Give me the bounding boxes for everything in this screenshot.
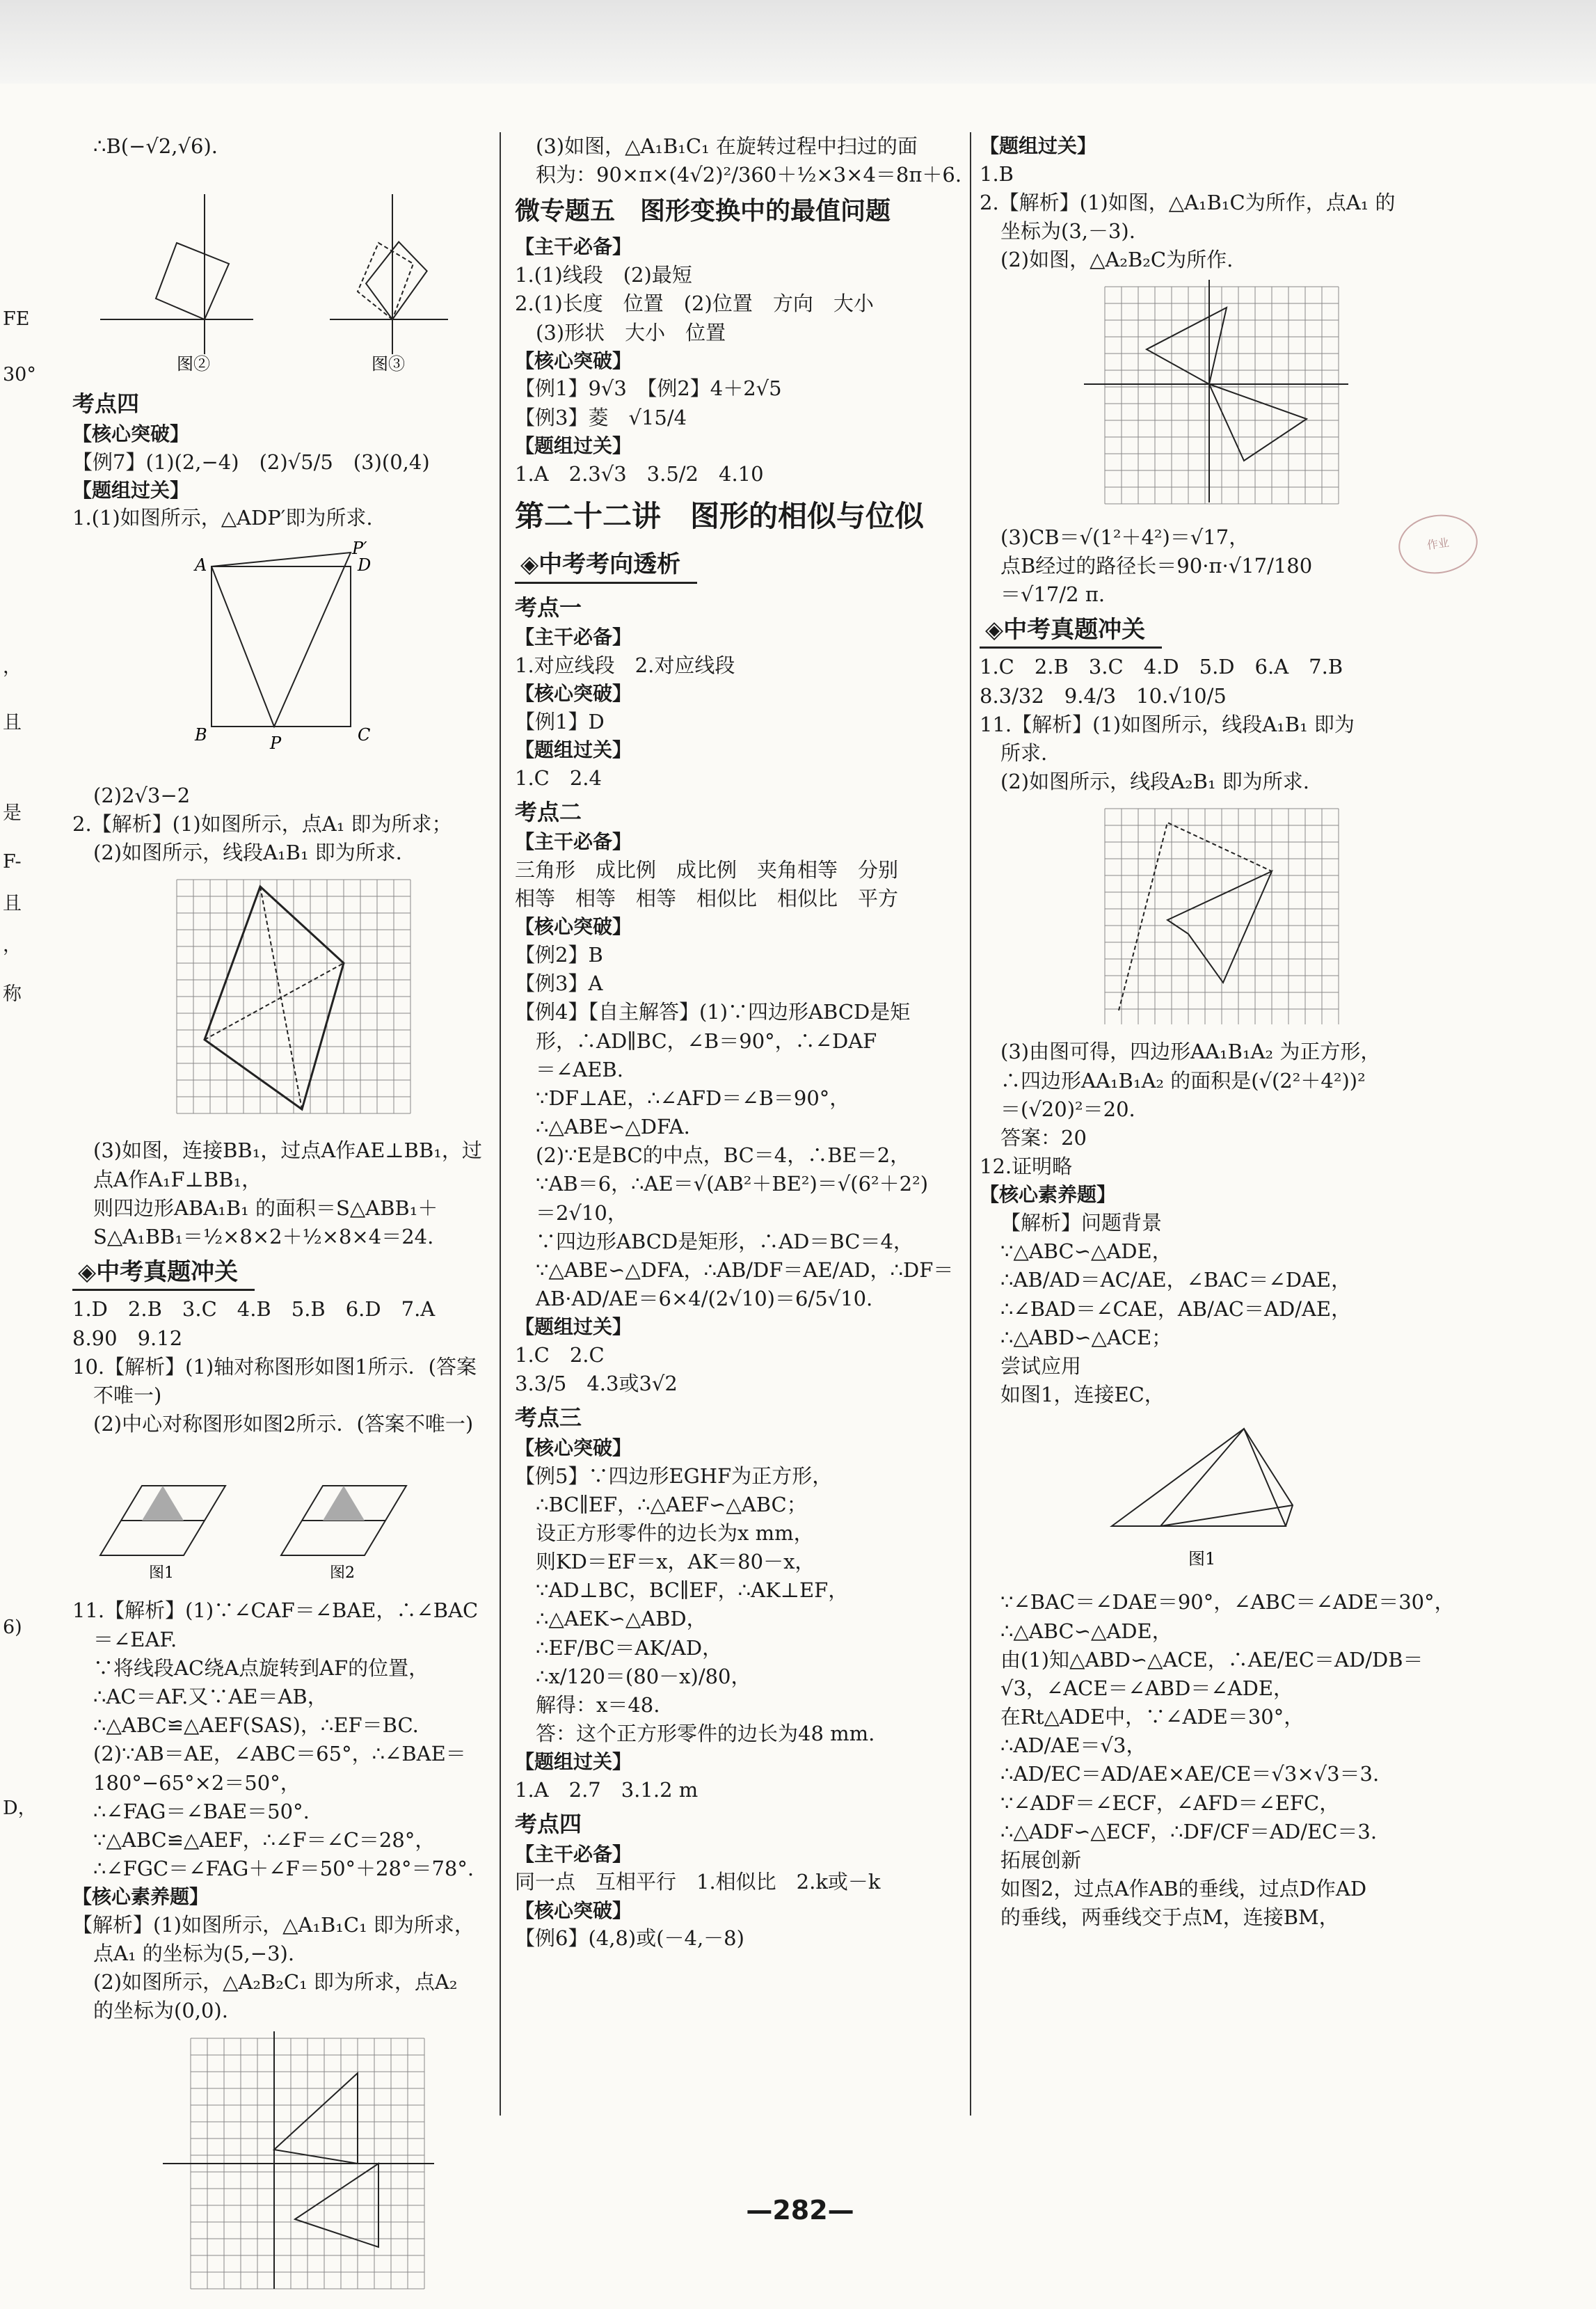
- text-line: 3.3/5 4.3或3√2: [515, 1372, 678, 1396]
- text-line: ∴△AEK∽△ABD，: [536, 1607, 707, 1631]
- text-line: 【解析】(1)如图所示，△A₁B₁C₁ 即为所求，: [72, 1912, 474, 1937]
- text-line: 8.3/32 9.4/3 10.√10/5: [980, 683, 1227, 708]
- text-line: ∵四边形ABCD是矩形，∴AD＝BC＝4，: [536, 1229, 913, 1253]
- section-heading: 【核心突破】: [515, 349, 632, 372]
- svg-text:B: B: [195, 724, 207, 745]
- text-line: ＝∠EAF.: [93, 1627, 177, 1651]
- svg-text:图2: 图2: [330, 1564, 355, 1582]
- section-heading: 【题组过关】: [980, 134, 1097, 157]
- coord-grid-figure: [72, 2031, 483, 2303]
- text-line: ∴B(−√2,√6).: [93, 134, 218, 158]
- text-line: ∴BC∥EF，∴△AEF∽△ABC；: [536, 1492, 807, 1516]
- text-line: 坐标为(3,－3).: [1000, 219, 1135, 244]
- text-line: (3)CB＝√(1²＋4²)＝√17，: [1000, 525, 1250, 549]
- text-line: 答案：20: [1000, 1125, 1087, 1150]
- svg-text:图③: 图③: [372, 354, 405, 374]
- text-line: ＝√17/2 π.: [1000, 582, 1106, 606]
- text-line: 1.A 2.7 3.1.2 m: [515, 1778, 699, 1802]
- text-line: (3)由图可得，四边形AA₁B₁A₂ 为正方形，: [1000, 1040, 1381, 1064]
- text-line: √3，∠ACE＝∠ABD＝∠ADE，: [1000, 1676, 1293, 1700]
- text-line: AB·AD/AE＝6×4/(2√10)＝6/5√10.: [536, 1287, 873, 1311]
- edge-fragment: 30°: [3, 364, 36, 386]
- column-divider: [500, 132, 501, 2116]
- text-line: 如图1，连接EC，: [1000, 1383, 1165, 1407]
- text-line: ∵AD⊥BC，BC∥EF，∴AK⊥EF，: [536, 1578, 849, 1603]
- section-heading: 第二十二讲 图形的相似与位似: [515, 498, 925, 533]
- text-line: (2)如图所示，线段A₂B₁ 即为所求.: [1000, 770, 1310, 794]
- text-line: 1.C 2.B 3.C 4.D 5.D 6.A 7.B: [980, 655, 1343, 679]
- text-line: 1.D 2.B 3.C 4.B 5.B 6.D 7.A: [72, 1297, 436, 1322]
- text-line: 180°−65°×2＝50°，: [93, 1770, 301, 1795]
- text-line: 2.【解析】(1)如图所示，点A₁ 即为所求；: [72, 811, 452, 836]
- grid-square-figure: [980, 802, 1432, 1032]
- text-line: (2)∵AB＝AE，∠ABC＝65°，∴∠BAE＝: [93, 1742, 466, 1766]
- text-line: ∴△ABC≌△AEF(SAS)，∴EF＝BC.: [93, 1713, 419, 1738]
- section-heading: 【核心素养题】: [980, 1183, 1117, 1207]
- text-line: 【例6】(4,8)或(－4,－8): [515, 1926, 744, 1951]
- text-line: (3)如图，连接BB₁，过点A作AE⊥BB₁，过: [93, 1138, 482, 1163]
- text-line: ∴∠FAG＝∠BAE＝50°.: [93, 1799, 310, 1823]
- text-line: ∵AB＝6，∴AE＝√(AB²＋BE²)＝√(6²＋2²): [536, 1172, 929, 1196]
- svg-text:图1: 图1: [149, 1564, 174, 1582]
- text-line: 则KD＝EF＝x，AK＝80－x，: [536, 1550, 815, 1574]
- text-line: 点A作A₁F⊥BB₁，: [93, 1167, 262, 1191]
- text-line: 11.【解析】(1)∵∠CAF＝∠BAE，∴∠BAC: [72, 1598, 479, 1623]
- text-line: ∴△ABC∽△ADE，: [1000, 1619, 1172, 1643]
- scan-top-band: [0, 0, 1596, 84]
- svg-text:P: P: [270, 733, 282, 753]
- text-line: ∵∠ADF＝∠ECF，∠AFD＝∠EFC，: [1000, 1791, 1340, 1815]
- text-line: 10.【解析】(1)轴对称图形如图1所示．(答案: [72, 1354, 477, 1379]
- edge-fragment: ，: [3, 656, 22, 678]
- text-line: 1.(1)线段 (2)最短: [515, 263, 692, 287]
- text-line: 解得：x＝48.: [536, 1693, 660, 1717]
- column-left: [72, 132, 483, 2309]
- svg-text:D: D: [358, 555, 372, 575]
- text-line: 如图2，过点A作AB的垂线，过点D作AD: [1000, 1877, 1367, 1901]
- coord-figure-2-3: [72, 166, 483, 383]
- text-line: 【例4】【自主解答】(1)∵四边形ABCD是矩: [515, 1000, 911, 1024]
- text-line: ∴AD/EC＝AD/AE×AE/CE＝√3×√3＝3.: [1000, 1762, 1380, 1786]
- text-line: (2)∵E是BC的中点，BC＝4，∴BE＝2，: [536, 1143, 911, 1168]
- text-line: ∵DF⊥AE，∴∠AFD＝∠B＝90°，: [536, 1086, 850, 1110]
- grid-quad-figure: [72, 873, 483, 1131]
- text-line: 【例2】B: [515, 943, 603, 967]
- svg-text:A: A: [195, 555, 207, 575]
- edge-fragment: 且: [3, 893, 22, 914]
- text-line: ∴x/120＝(80－x)/80，: [536, 1664, 751, 1688]
- grid-axes-figure: [980, 280, 1432, 517]
- text-line: ∴AD/AE＝√3，: [1000, 1733, 1147, 1758]
- text-line: 的坐标为(0,0).: [93, 1999, 228, 2023]
- text-line: ∴∠FGC＝∠FAG＋∠F＝50°＋28°＝78°.: [93, 1857, 474, 1881]
- section-heading: 【主干必备】: [515, 1842, 632, 1866]
- section-heading: 【核心突破】: [515, 681, 632, 705]
- section-heading: 【题组过关】: [72, 478, 190, 502]
- section-heading: 【题组过关】: [515, 434, 632, 457]
- text-line: ∵△ABE∽△DFA，∴AB/DF＝AE/AD，∴DF＝: [536, 1258, 954, 1282]
- section-heading: 【核心突破】: [515, 1436, 632, 1459]
- text-line: (3)如图，△A₁B₁C₁ 在旋转过程中扫过的面: [536, 134, 918, 158]
- text-line: 1.B: [980, 161, 1014, 186]
- svg-text:C: C: [358, 724, 371, 745]
- text-line: ∴AC＝AF.又∵AE＝AB，: [93, 1684, 328, 1708]
- section-heading: 考点二: [515, 798, 582, 825]
- text-line: ∴△ABE∽△DFA.: [536, 1115, 690, 1139]
- text-line: 2.(1)长度 位置 (2)位置 方向 大小: [515, 292, 874, 316]
- text-line: ∵△ABC≌△AEF，∴∠F＝∠C＝28°，: [93, 1827, 436, 1852]
- section-heading: 【核心突破】: [515, 1898, 632, 1922]
- text-line: (2)中心对称图形如图2所示．(答案不唯一): [93, 1412, 474, 1436]
- text-line: (2)如图所示，线段A₁B₁ 即为所求．: [93, 841, 416, 865]
- edge-fragment: 是: [3, 802, 22, 824]
- stamp-logo: 作业: [1395, 509, 1482, 578]
- text-line: 积为：90×π×(4√2)²/360＋½×3×4＝8π＋6.: [536, 163, 962, 187]
- text-line: 设正方形零件的边长为x mm，: [536, 1521, 814, 1545]
- section-heading: 考点四: [72, 390, 140, 418]
- svg-text:图1: 图1: [1188, 1549, 1216, 1569]
- triangle-abc-figure: [980, 1415, 1432, 1582]
- text-line: ∴AB/AD＝AC/AE，∠BAC＝∠DAE，: [1000, 1268, 1352, 1292]
- square-abcd-figure: [72, 539, 483, 776]
- svg-text:P′: P′: [352, 538, 367, 558]
- edge-fragment: ，: [3, 935, 22, 956]
- section-heading: 【题组过关】: [515, 1750, 632, 1774]
- edge-fragment: 6): [3, 1617, 22, 1638]
- text-line: ∴△ADF∽△ECF，∴DF/CF＝AD/EC＝3.: [1000, 1819, 1378, 1843]
- text-line: 相等 相等 相等 相似比 相似比 平方: [515, 887, 899, 911]
- svg-text:图②: 图②: [177, 354, 210, 374]
- text-line: 点A₁ 的坐标为(5,−3).: [93, 1942, 295, 1966]
- text-line: ∴∠BAD＝∠CAE，AB/AC＝AD/AE，: [1000, 1296, 1352, 1321]
- text-line: (3)形状 大小 位置: [536, 320, 726, 344]
- text-line: 尝试应用: [1000, 1354, 1082, 1378]
- text-line: 由(1)知△ABD∽△ACE，∴AE/EC＝AD/DB＝: [1000, 1647, 1423, 1672]
- section-heading: 考点一: [515, 594, 582, 621]
- text-line: ∴四边形AA₁B₁A₂ 的面积是(√(2²＋4²))²: [1000, 1068, 1366, 1093]
- text-line: ∵△ABC∽△ADE，: [1000, 1239, 1172, 1264]
- text-line: 则四边形ABA₁B₁ 的面积＝S△ABB₁＋: [93, 1196, 438, 1220]
- section-banner: ◈ 中考真题冲关: [72, 1255, 255, 1291]
- triangle-grid-figure: [72, 1444, 483, 1591]
- text-line: 12.证明略: [980, 1154, 1073, 1179]
- text-line: 三角形 成比例 成比例 夹角相等 分别: [515, 858, 899, 882]
- text-line: 【例1】9√3 【例2】4＋2√5: [515, 376, 782, 401]
- text-line: 2.【解析】(1)如图，△A₁B₁C为所作，点A₁ 的: [980, 190, 1396, 214]
- text-line: ∵∠BAC＝∠DAE＝90°，∠ABC＝∠ADE＝30°，: [1000, 1590, 1455, 1614]
- section-heading: 【题组过关】: [515, 738, 632, 761]
- text-line: 拓展创新: [1000, 1848, 1082, 1872]
- text-line: 1.对应线段 2.对应线段: [515, 653, 735, 677]
- section-heading: 【核心素养题】: [72, 1885, 209, 1909]
- text-line: S△A₁BB₁＝½×8×2＋½×8×4＝24.: [93, 1225, 434, 1248]
- section-heading: 考点三: [515, 1404, 582, 1431]
- text-line: 答：这个正方形零件的边长为48 mm.: [536, 1722, 875, 1746]
- text-line: 【解析】问题背景: [1000, 1211, 1163, 1235]
- section-heading: 考点四: [515, 1811, 582, 1838]
- text-line: (2)2√3−2: [93, 783, 191, 807]
- text-line: 【例7】(1)(2,−4) (2)√5/5 (3)(0,4): [72, 450, 430, 474]
- text-line: ∵将线段AC绕A点旋转到AF的位置，: [93, 1656, 429, 1680]
- text-line: ∴△ABD∽△ACE；: [1000, 1325, 1172, 1349]
- text-line: 的垂线，两垂线交于点M，连接BM，: [1000, 1905, 1339, 1930]
- text-line: 不唯一): [93, 1383, 162, 1407]
- edge-fragment: D，: [3, 1798, 37, 1819]
- text-line: 1.A 2.3√3 3.5/2 4.10: [515, 461, 764, 486]
- text-line: 1.(1)如图所示，△ADP′即为所求.: [72, 506, 373, 530]
- text-line: 【例5】∵四边形EGHF为正方形，: [515, 1463, 833, 1488]
- text-line: ∴EF/BC＝AK/AD，: [536, 1635, 723, 1660]
- edge-fragment: 且: [3, 712, 22, 733]
- text-line: 点B经过的路径长＝90·π·√17/180: [1000, 553, 1313, 578]
- section-banner: ◈ 中考考向透析: [515, 548, 697, 583]
- section-heading: 【核心突破】: [515, 915, 632, 939]
- section-heading: 【核心突破】: [72, 422, 190, 445]
- left-edge-fragments: [0, 84, 42, 2171]
- edge-fragment: F-: [3, 851, 22, 873]
- text-line: (2)如图所示，△A₂B₂C₁ 即为所求，点A₂: [93, 1970, 458, 1994]
- section-heading: 【主干必备】: [515, 830, 632, 854]
- text-line: ＝∠AEB.: [536, 1057, 623, 1081]
- text-line: 【例3】菱 √15/4: [515, 405, 687, 429]
- text-line: 1.C 2.4: [515, 765, 602, 790]
- text-line: ＝2√10，: [536, 1200, 628, 1225]
- text-line: 8.90 9.12: [72, 1326, 183, 1350]
- section-heading: 微专题五 图形变换中的最值问题: [515, 197, 891, 226]
- section-heading: 【主干必备】: [515, 626, 632, 649]
- section-heading: 【主干必备】: [515, 235, 632, 259]
- text-line: (2)如图，△A₂B₂C为所作.: [1000, 248, 1234, 272]
- text-line: 11.【解析】(1)如图所示，线段A₁B₁ 即为: [980, 712, 1355, 736]
- edge-fragment: 称: [3, 983, 22, 1005]
- page-number: —282—: [746, 2195, 854, 2225]
- column-middle: [515, 132, 974, 1953]
- text-line: 1.C 2.C: [515, 1343, 605, 1367]
- text-line: 【例3】A: [515, 971, 603, 996]
- text-line: 在Rt△ADE中，∵∠ADE＝30°，: [1000, 1705, 1304, 1729]
- text-line: ＝(√20)²＝20.: [1000, 1097, 1135, 1121]
- text-line: 同一点 互相平行 1.相似比 2.k或－k: [515, 1870, 881, 1894]
- section-banner: ◈ 中考真题冲关: [980, 613, 1162, 649]
- text-line: 形，∴AD∥BC，∠B＝90°，∴∠DAF: [536, 1029, 877, 1053]
- text-line: 所求.: [1000, 740, 1048, 765]
- section-heading: 【题组过关】: [515, 1315, 632, 1339]
- text-line: 【例1】D: [515, 709, 605, 733]
- edge-fragment: FE: [3, 308, 30, 330]
